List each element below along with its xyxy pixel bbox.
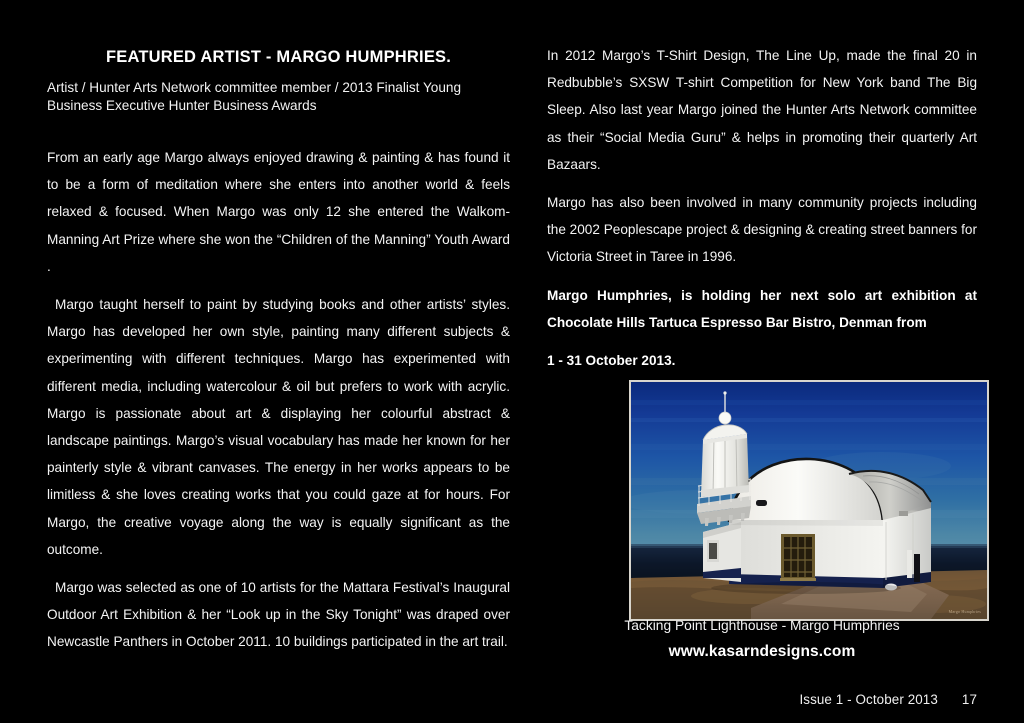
lighthouse-painting [631, 382, 987, 619]
page-footer [799, 692, 977, 707]
left-column-body [47, 144, 510, 656]
artwork-caption: Tacking Point Lighthouse - Margo Humphries [624, 618, 900, 633]
issue-label: Issue 1 - October 2013 [799, 692, 938, 707]
artwork-frame [629, 380, 989, 621]
paragraph: Margo taught herself to paint by studying books and other artists’ styles. Margo has developed her own style, painting many different subjects & experimenting with different techniques. Margo has experimented with different media, including watercolour & oil but prefers to work with acrylic. Margo is passionate about art & displaying her colourful abstract & landscape paintings. Margo’s visual vocabulary has made her known for her painterly style & vibrant canvases. The energy in her works appears to be limitless & she loves creating works that you could gaze at for hours. For Margo, the creative voyage along the way is equally significant as the outcome. [47, 297, 510, 557]
paragraph: In 2012 Margo’s T-Shirt Design, The Line Up, made the final 20 in Redbubble’s SXSW T-shirt Competition for New York band The Big Sleep. Also last year Margo joined the Hunter Arts Network committee as their “Social Media Guru” & helps in promoting their quarterly Art Bazaars. [547, 48, 977, 172]
right-column-body [547, 42, 977, 374]
page-number: 17 [961, 692, 977, 707]
paragraph: From an early age Margo always enjoyed drawing & painting & has found it to be a form of meditation where she enters into another world & feels relaxed & focused. When Margo was only 12 she entered the Walkom-Manning Art Prize where she won the “Children of the Manning” Youth Award . [47, 150, 510, 274]
page-title: FEATURED ARTIST - MARGO HUMPHRIES. [105, 48, 452, 66]
paragraph: Margo was selected as one of 10 artists for the Mattara Festival’s Inaugural Outdoor Art Exhibition & her “Look up in the Sky Tonight” was draped over Newcastle Panthers in October 2011. 10 buildings participated in the art trail. [47, 580, 510, 650]
exhibition-dates: 1 - 31 October 2013. [547, 353, 676, 369]
paragraph: Margo has also been involved in many community projects including the 2002 Peoplescape project & designing & creating street banners for Victoria Street in Taree in 1996. [547, 195, 977, 265]
exhibition-announcement: Margo Humphries, is holding her next solo art exhibition at Chocolate Hills Tartuca Espresso Bar Bistro, Denman from [547, 287, 977, 330]
artwork-figure [629, 380, 989, 621]
article-subhead: Artist / Hunter Arts Network committee member / 2013 Finalist Young Business Executive Hunter Business Awards [47, 80, 462, 113]
artist-signature: Margo Humphries [948, 609, 981, 614]
artist-website[interactable]: www.kasarndesigns.com [668, 643, 856, 660]
